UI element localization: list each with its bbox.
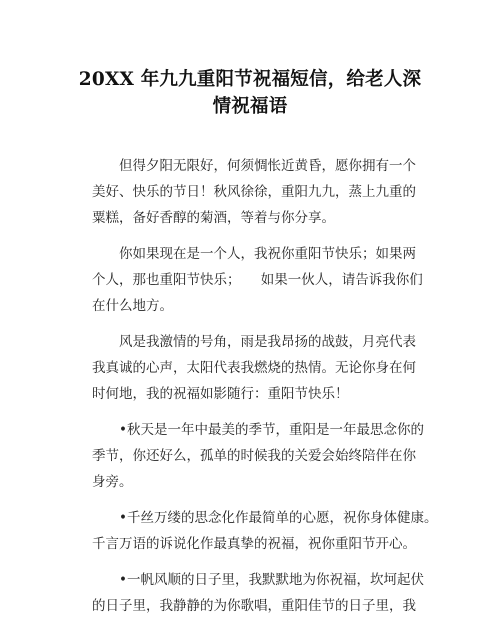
text-line: 你如果现在是一个人，我祝你重阳节快乐；如果两 (92, 246, 416, 262)
text-line: •秋天是一年中最美的季节，重阳是一年最思念你的 (92, 422, 424, 438)
text-line: 个人，那也重阳节快乐； 如果一伙人，请告诉我你们 (92, 272, 423, 288)
paragraph (92, 329, 422, 407)
paragraph (92, 241, 422, 319)
paragraph (92, 417, 422, 495)
paragraph (92, 153, 422, 231)
title-line: 情祝福语 (212, 96, 288, 117)
text-line: 但得夕阳无限好，何须惆怅近黄昏，愿你拥有一个 (92, 158, 416, 174)
text-line: 的日子里，我静静的为你歌唱，重阳佳节的日子里，我 (92, 598, 416, 614)
text-line: •千丝万缕的思念化作最简单的心愿，祝你身体健康。 (92, 510, 438, 526)
document-body (92, 153, 438, 619)
text-line: •一帆风顺的日子里，我默默地为你祝福，坎坷起伏 (92, 572, 424, 588)
title-line: 20XX 年九九重阳节祝福短信，给老人深 (78, 69, 422, 90)
document-title (0, 66, 500, 120)
text-line: 季节，你还好么，孤单的时候我的关爱会始终陪伴在你 (92, 448, 416, 464)
text-line: 千言万语的诉说化作最真挚的祝福，祝你重阳节开心。 (92, 536, 416, 552)
text-line: 风是我激情的号角，雨是我昂扬的战鼓，月亮代表 (92, 334, 416, 350)
text-line: 时何地，我的祝福如影随行：重阳节快乐！ (92, 386, 349, 402)
paragraph (92, 505, 438, 557)
text-line: 美好、快乐的节日！秋风徐徐，重阳九九，蒸上九重的 (92, 184, 416, 200)
text-line: 在什么地方。 (92, 298, 173, 314)
paragraph (92, 567, 422, 619)
text-line: 身旁。 (92, 474, 133, 490)
text-line: 我真诚的心声，太阳代表我燃烧的热情。无论你身在何 (92, 360, 416, 376)
text-line: 粟糕，备好香醇的菊酒，等着与你分享。 (92, 210, 335, 226)
